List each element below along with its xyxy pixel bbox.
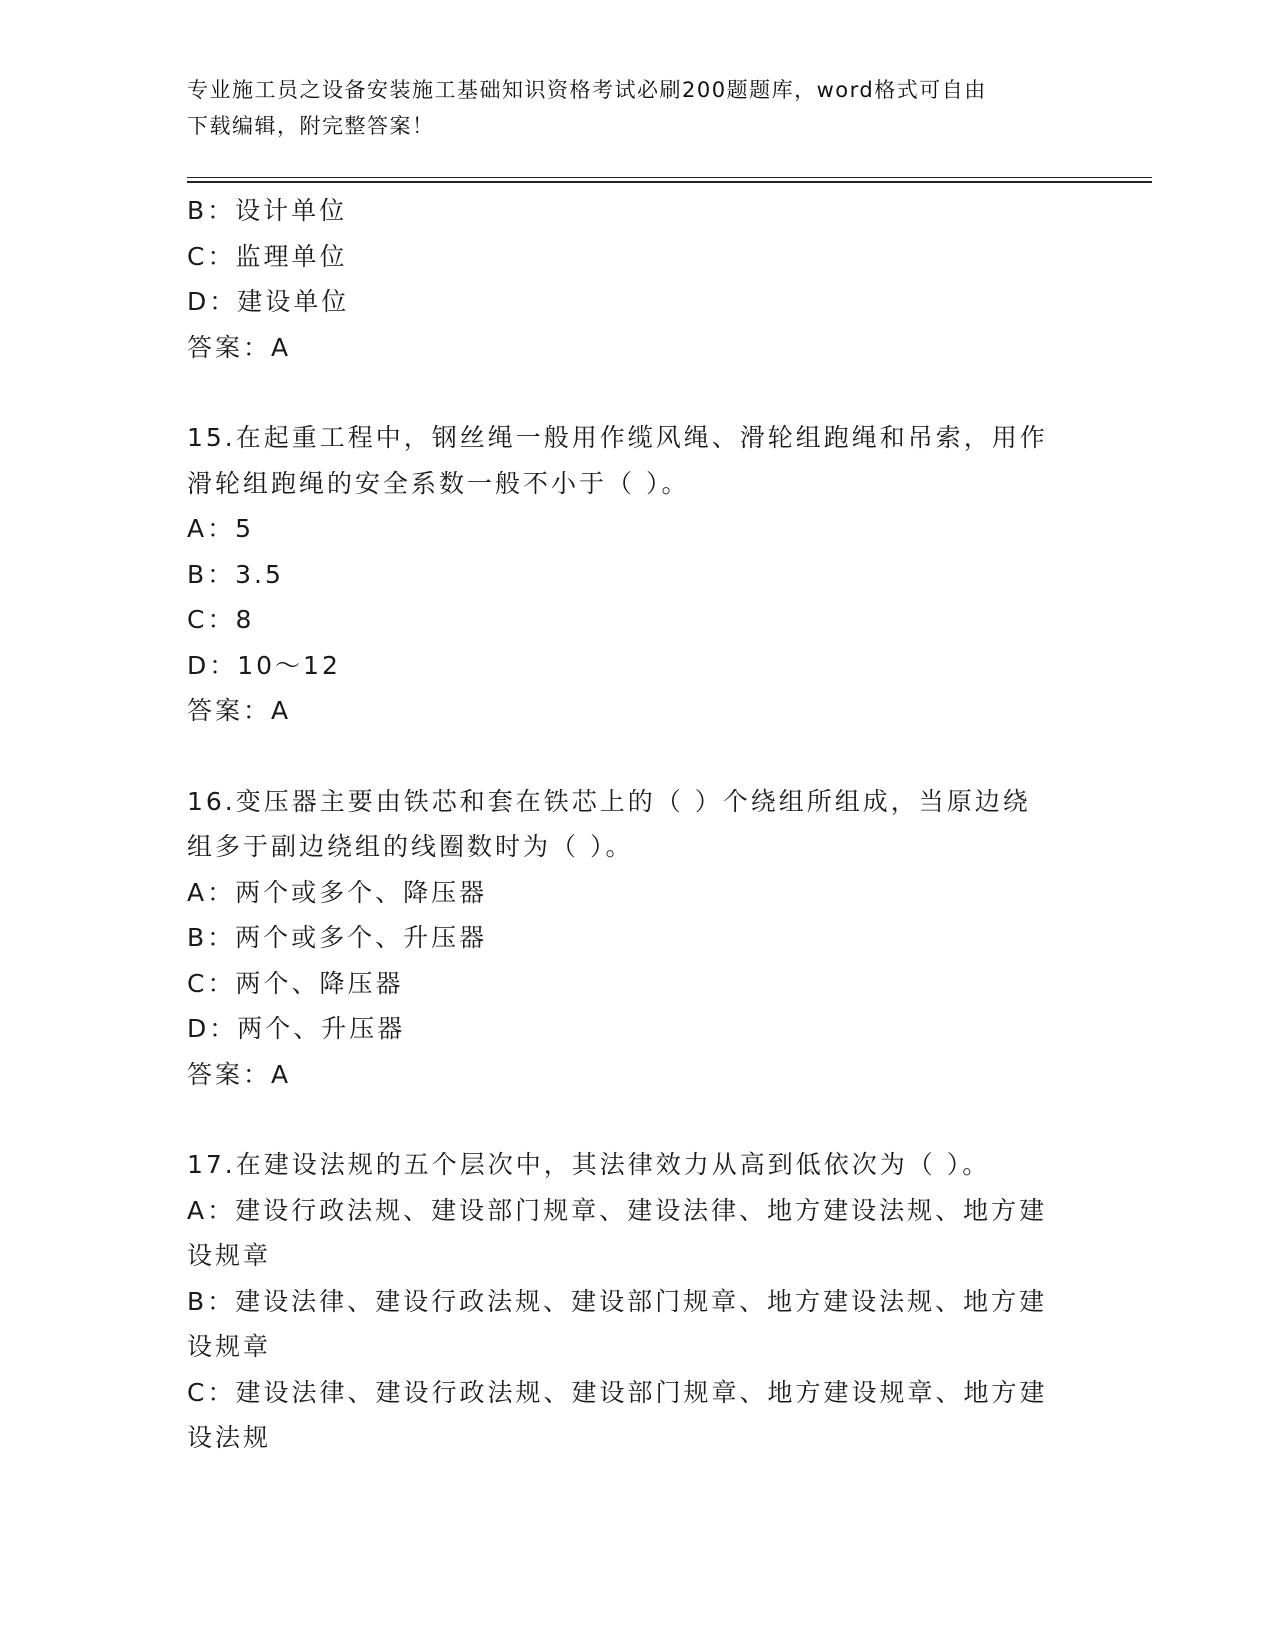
question-stem-line-1: 15.在起重工程中，钢丝绳一般用作缆风绳、滑轮组跑绳和吊索，用作 — [187, 423, 1048, 452]
option-d: D：两个、升压器 — [187, 1014, 406, 1043]
header-title-line-1: 专业施工员之设备安装施工基础知识资格考试必刷200题题库，word格式可自由 — [187, 78, 987, 102]
question-stem-line-1: 16.变压器主要由铁芯和套在铁芯上的（ ）个绕组所组成，当原边绕 — [187, 786, 1031, 816]
question-16 — [187, 779, 1077, 1098]
question-stem-line-1: 17.在建设法规的五个层次中，其法律效力从高到低依次为（ ）。 — [187, 1150, 991, 1179]
header-title-line-2: 下载编辑，附完整答案！ — [187, 114, 435, 138]
option-d: D：建设单位 — [187, 287, 350, 316]
answer-line: 答案：A — [187, 696, 292, 725]
option-a: A：5 — [187, 514, 255, 543]
option-b: B：两个或多个、升压器 — [187, 923, 488, 952]
option-a-line-1: A：建设行政法规、建设部门规章、建设法律、地方建设法规、地方建 — [187, 1195, 1048, 1225]
option-c-line-2: 设法规 — [187, 1423, 272, 1452]
option-a — [187, 1188, 1077, 1279]
option-a: A：两个或多个、降压器 — [187, 877, 488, 907]
question-17 — [187, 1142, 1077, 1461]
question-15 — [187, 415, 1077, 734]
option-b: B：3.5 — [187, 559, 284, 589]
document-header — [187, 72, 1067, 144]
question-stem-line-2: 滑轮组跑绳的安全系数一般不小于（ ）。 — [187, 468, 690, 498]
question-stem-line-2: 组多于副边绕组的线圈数时为（ ）。 — [187, 832, 634, 861]
option-b: B：设计单位 — [187, 196, 348, 225]
option-c — [187, 1370, 1077, 1461]
option-b — [187, 1279, 1077, 1370]
option-d: D：10～12 — [187, 650, 341, 680]
answer-line: 答案：A — [187, 332, 292, 362]
header-divider-thin — [187, 177, 1152, 178]
option-c: C：两个、降压器 — [187, 968, 404, 998]
option-b-line-2: 设规章 — [187, 1332, 272, 1361]
option-c-line-1: C：建设法律、建设行政法规、建设部门规章、地方建设规章、地方建 — [187, 1377, 1048, 1407]
answer-line: 答案：A — [187, 1059, 292, 1089]
option-c: C：监理单位 — [187, 241, 348, 271]
question-14-continuation — [187, 188, 1077, 370]
option-a-line-2: 设规章 — [187, 1241, 272, 1270]
question-list — [187, 188, 1077, 1461]
option-c: C：8 — [187, 605, 255, 634]
header-divider-thick — [187, 181, 1152, 183]
option-b-line-1: B：建设法律、建设行政法规、建设部门规章、地方建设法规、地方建 — [187, 1286, 1048, 1316]
